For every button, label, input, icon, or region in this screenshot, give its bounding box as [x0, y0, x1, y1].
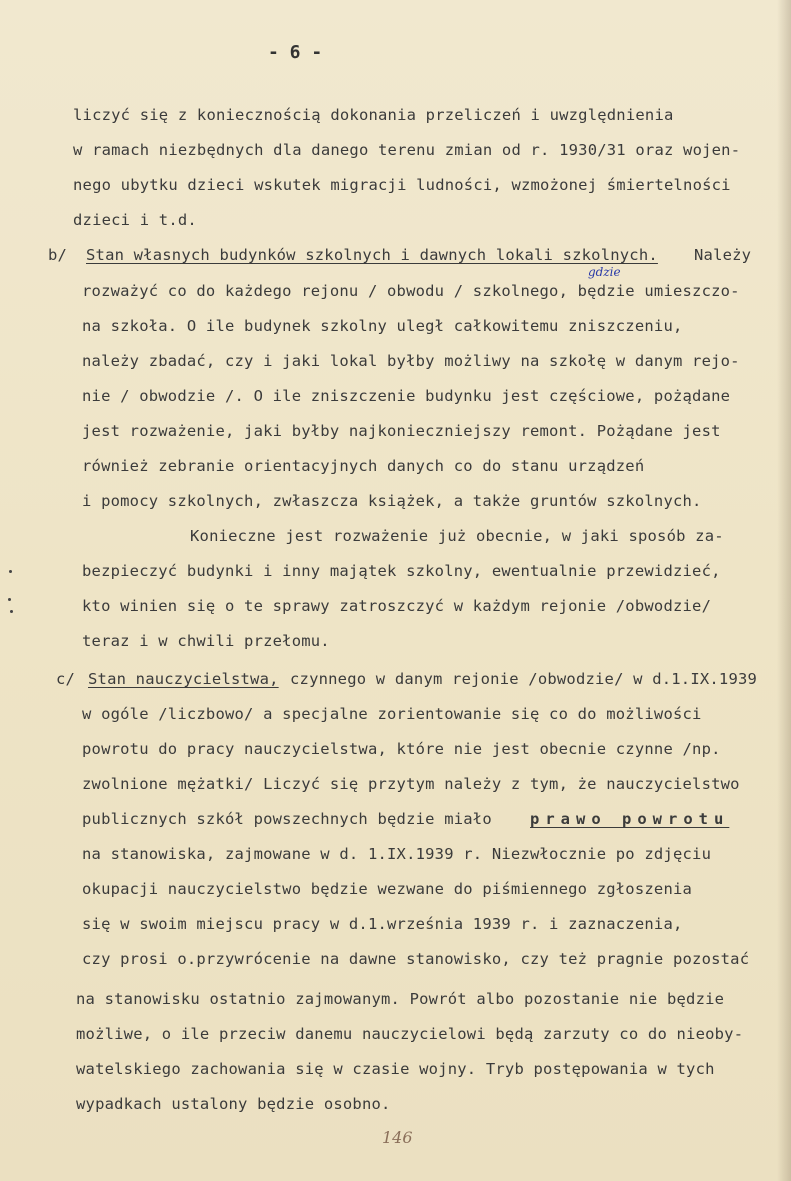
text-line: i pomocy szkolnych, zwłaszcza książek, a także gruntów szkolnych. — [82, 492, 702, 510]
handwritten-insert: gdzie — [588, 265, 621, 279]
text-line: należy zbadać, czy i jaki lokal byłby możliwy na szkołę w danym rejo- — [82, 352, 740, 370]
emphasized-phrase: prawo powrotu — [530, 810, 730, 828]
handwritten-page-number: 146 — [382, 1128, 413, 1147]
text-line: Konieczne jest rozważenie już obecnie, w jaki sposób za- — [190, 527, 724, 545]
text-line: nego ubytku dzieci wskutek migracji ludności, wzmożonej śmiertelności — [73, 176, 731, 194]
text-line: powrotu do pracy nauczycielstwa, które nie jest obecnie czynne /np. — [82, 740, 721, 758]
text-line: możliwe, o ile przeciw danemu nauczycielowi będą zarzuty co do nieoby- — [76, 1025, 744, 1043]
text-line: okupacji nauczycielstwo będzie wezwane do piśmiennego zgłoszenia — [82, 880, 693, 898]
section-heading-c: Stan nauczycielstwa, — [88, 670, 279, 688]
text-line: na szkoła. O ile budynek szkolny uległ całkowitemu zniszczeniu, — [82, 317, 683, 335]
text-line: w ramach niezbędnych dla danego terenu zmian od r. 1930/31 oraz wojen- — [73, 141, 741, 159]
text-line: liczyć się z koniecznością dokonania przeliczeń i uwzględnienia — [73, 106, 674, 124]
text-line: jest rozważenie, jaki byłby najkonieczniejszy remont. Pożądane jest — [82, 422, 721, 440]
text-line: na stanowisku ostatnio zajmowanym. Powrót albo pozostanie nie będzie — [76, 990, 725, 1008]
section-heading-b: Stan własnych budynków szkolnych i dawnych lokali szkolnych. — [86, 246, 658, 264]
text-line: czynnego w danym rejonie /obwodzie/ w d.1.IX.1939 — [290, 670, 758, 688]
text-line: na stanowiska, zajmowane w d. 1.IX.1939 r. Niezwłocznie po zdjęciu — [82, 845, 712, 863]
text-line: w ogóle /liczbowo/ a specjalne zorientowanie się co do możliwości — [82, 705, 702, 723]
text-line: bezpieczyć budynki i inny majątek szkolny, ewentualnie przewidzieć, — [82, 562, 721, 580]
page-number: - 6 - — [268, 42, 323, 63]
text-line: zwolnione mężatki/ Liczyć się przytym należy z tym, że nauczycielstwo — [82, 775, 740, 793]
text-line: teraz i w chwili przełomu. — [82, 632, 330, 650]
text-line: rozważyć co do każdego rejonu / obwodu / szkolnego, będzie umieszczo- — [82, 282, 740, 300]
text-line: publicznych szkół powszechnych będzie miało — [82, 810, 492, 828]
text-line: watelskiego zachowania się w czasie wojny. Tryb postępowania w tych — [76, 1060, 715, 1078]
margin-dot — [9, 570, 12, 573]
text-line: również zebranie orientacyjnych danych co do stanu urządzeń — [82, 457, 645, 475]
text-line: wypadkach ustalony będzie osobno. — [76, 1095, 391, 1113]
section-marker-b: b/ — [48, 246, 68, 264]
margin-dot — [10, 610, 13, 613]
text-line: się w swoim miejscu pracy w d.1.września 1939 r. i zaznaczenia, — [82, 915, 683, 933]
page-edge-shadow — [777, 0, 791, 1181]
text-line: Należy — [694, 246, 752, 264]
text-line: czy prosi o.przywrócenie na dawne stanowisko, czy też pragnie pozostać — [82, 950, 750, 968]
section-marker-c: c/ — [56, 670, 76, 688]
text-line: kto winien się o te sprawy zatroszczyć w każdym rejonie /obwodzie/ — [82, 597, 712, 615]
text-line: dzieci i t.d. — [73, 211, 197, 229]
text-line: nie / obwodzie /. O ile zniszczenie budynku jest częściowe, pożądane — [82, 387, 731, 405]
margin-dot — [8, 598, 11, 601]
